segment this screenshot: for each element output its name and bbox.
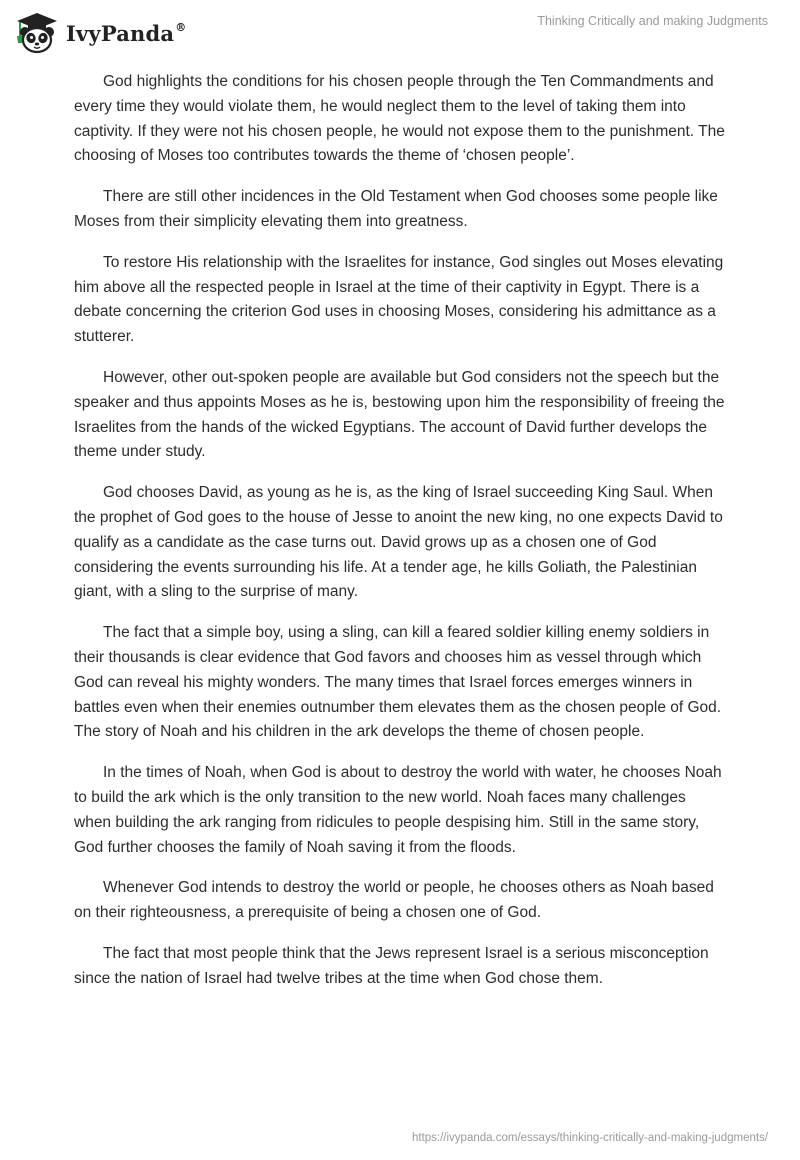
paragraph: The fact that a simple boy, using a sling, can kill a feared soldier killing enemy soldiers in their thousands is clear evidence that God favors and chooses him as vessel through which God can reveal his mighty wonders. The many times that Israel forces emerges winners in battles even when their enemies outnumber them elevates them as the chosen people of God. The story of Noah and his children in the ark develops the theme of chosen people. (74, 624, 722, 741)
paragraph: Whenever God intends to destroy the world or people, he chooses others as Noah based on their righteousness, a prerequisite of being a chosen one of God. (74, 879, 714, 922)
registered-mark: ® (175, 20, 187, 34)
document-title: Thinking Critically and making Judgments (537, 14, 768, 28)
brand-name (66, 21, 186, 46)
paragraph: However, other out-spoken people are available but God considers not the speech but the speaker and thus appoints Moses as he is, bestowing upon him the responsibility of freeing the Israelites from the hands of the wicked Egyptians. The account of David further develops the theme under study. (74, 368, 725, 461)
page-header (0, 0, 800, 64)
paragraph: To restore His relationship with the Israelites for instance, God singles out Moses elevating him above all the respected people in Israel at the time of their captivity in Egypt. There is a debate concerning the criterion God uses in choosing Moses, considering his admittance as a stutterer. (74, 253, 724, 346)
paragraph: God highlights the conditions for his chosen people through the Ten Commandments and every time they would violate them, he would neglect them to the level of taking them into captivity. If they were not his chosen people, he would not expose them to the punishment. The choosing of Moses too contributes towards the theme of ‘chosen people’. (74, 73, 725, 165)
brand-logo[interactable] (14, 10, 186, 56)
source-url-link[interactable]: https://ivypanda.com/essays/thinking-critically-and-making-judgments/ (411, 1132, 768, 1144)
paragraph: There are still other incidences in the Old Testament when God chooses some people like Moses from their simplicity elevating them into greatness. (74, 188, 718, 230)
paragraph: The fact that most people think that the Jews represent Israel is a serious misconception since the nation of Israel had twelve tribes at the time when God chose them. (74, 944, 709, 987)
essay-body (74, 70, 726, 1008)
brand-name-text: IvyPanda (66, 20, 175, 46)
paragraph: In the times of Noah, when God is about to destroy the world with water, he chooses Noah to build the ark which is the only transition to the new world. Noah faces many challenges when building the ark ranging from ridicules to people despising him. Still in the same story, God further chooses the family of Noah saving it from the floods. (74, 764, 722, 856)
panda-graduate-icon (14, 10, 60, 56)
paragraph: God chooses David, as young as he is, as the king of Israel succeeding King Saul. When the prophet of God goes to the house of Jesse to anoint the new king, no one expects David to qualify as a candidate as the case turns out. David grows up as a chosen one of God considering the events surrounding his life. At a tender age, he kills Goliath, the Palestinian giant, with a sling to the surprise of many. (74, 484, 723, 601)
